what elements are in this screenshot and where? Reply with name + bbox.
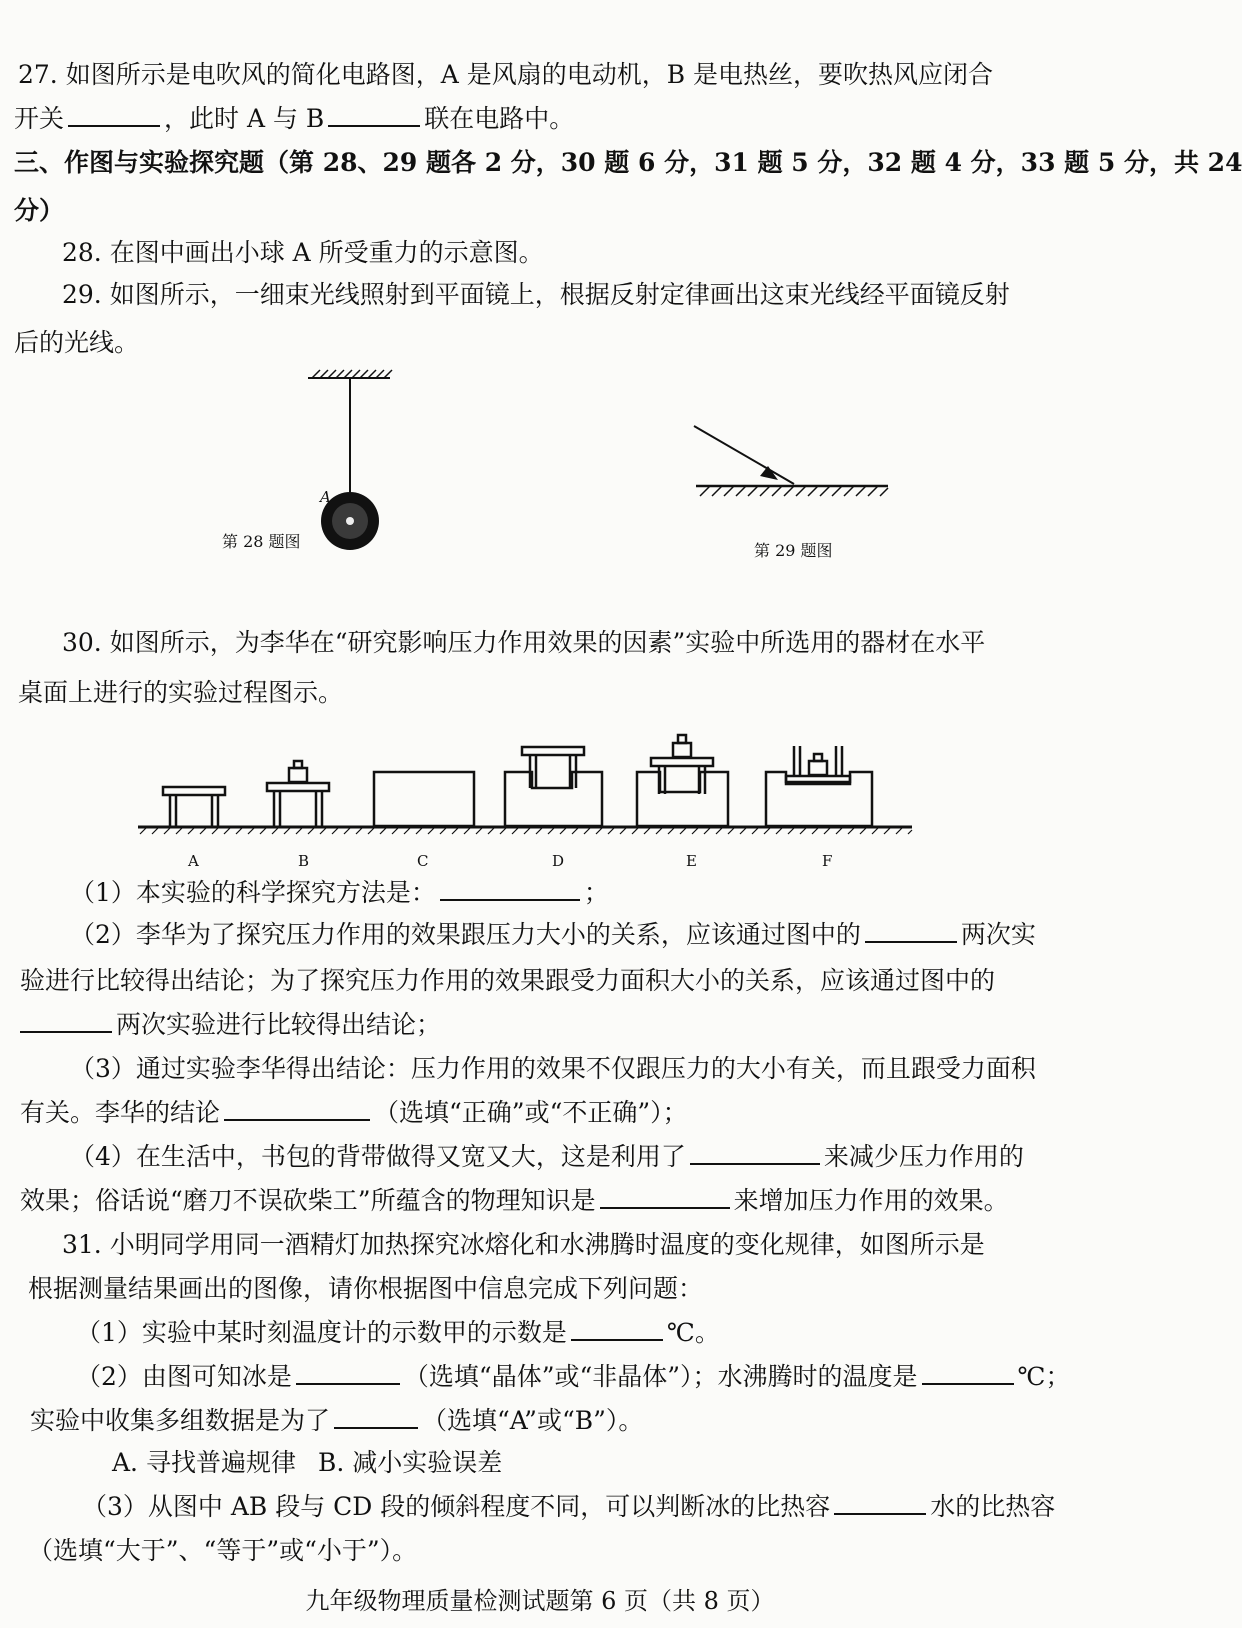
q29-line1: 29. 如图所示，一细束光线照射到平面镜上，根据反射定律画出这束光线经平面镜反射 [62,280,1010,309]
q30-p1-end: ； [583,878,609,907]
q30-p3-a: 有关。李华的结论 [20,1098,221,1127]
q31-line2: 根据测量结果画出的图像，请你根据图中信息完成下列问题： [28,1274,704,1303]
q31-p3 [82,1490,1082,1524]
q27-text2a: 开关 [14,104,65,133]
fig28-caption: 第 28 题图 [222,532,301,551]
fig30-b-table [267,761,329,826]
q31-blank-crystal[interactable] [296,1361,400,1385]
q31-p2-line2 [30,1404,1074,1438]
q30-blank-force[interactable] [865,919,957,943]
q29-line2: 后的光线。 [14,328,140,357]
fig30-label-d: D [552,852,565,870]
q31-options [112,1446,1156,1480]
q30-blank-conclusion[interactable] [224,1097,370,1121]
fig30-label-a: A [188,852,199,870]
q30-blank-knife[interactable] [600,1185,730,1209]
q30-blank-area[interactable] [20,1009,112,1033]
q31-p2 [76,1360,1076,1394]
q31-blank-boiling[interactable] [922,1361,1014,1385]
q31-line1: 31. 小明同学用同一酒精灯加热探究冰熔化和水沸腾时温度的变化规律，如图所示是 [62,1230,985,1259]
q27-text1: 27. 如图所示是电吹风的简化电路图，A 是风扇的电动机，B 是电热丝，要吹热风应闭合 [18,60,994,89]
q30-p1 [70,876,1070,910]
q30-blank-bag[interactable] [690,1141,820,1165]
fig29-incident-ray [694,426,794,484]
page-footer: 九年级物理质量检测试题第 6 页（共 8 页） [305,1587,775,1615]
q30-p1-text: （1）本实验的科学探究方法是： [70,878,436,907]
q31-blank-thermometer[interactable] [571,1317,663,1341]
fig28-drawing [308,370,392,550]
q30-p2 [70,918,1070,952]
section3-text1: 三、作图与实验探究题（第 28、29 题各 2 分，30 题 6 分，31 题 5 分，32 题 4 分，33 题 5 分，共 24 [14,148,1242,177]
q30-line1: 30. 如图所示，为李华在“研究影响压力作用效果的因素”实验中所选用的器材在水平 [62,628,986,657]
fig30-label-b: B [298,852,310,870]
q31-p2-b: （选填“晶体”或“非晶体”）；水沸腾时的温度是 [403,1362,918,1391]
q30-p2-b: 两次实 [960,920,1036,949]
fig30-label-f: F [822,852,833,870]
q31-blank-heat[interactable] [834,1491,926,1515]
q31-p3-b: 水的比热容 [930,1492,1056,1521]
q31-p2-line2-b: （选填“A”或“B”）。 [422,1406,644,1435]
q30-p2-line3-text: 两次实验进行比较得出结论； [116,1010,442,1039]
fig30-drawing [138,735,912,834]
q30-p4-d: 来增加压力作用的效果。 [733,1186,1009,1215]
q30-p3-b: （选填“正确”或“不正确”）； [374,1098,688,1127]
fig30-label-c: C [417,852,429,870]
q30-line2: 桌面上进行的实验过程图示。 [18,678,344,707]
q30-p3-line2 [20,1096,1064,1130]
q27-text2b: ，此时 A 与 B [164,104,325,133]
q30-p4-line2 [20,1184,1064,1218]
q30-blank-method[interactable] [440,877,580,901]
q30-p2-line2: 验进行比较得出结论；为了探究压力作用的效果跟受力面积大小的关系，应该通过图中的 [20,966,996,995]
fig29-caption: 第 29 题图 [754,541,833,560]
q31-option-a: A. 寻找普遍规律 [112,1448,296,1477]
fig28-ball-label: A [320,488,331,506]
q30-p4 [70,1140,1070,1174]
q31-p2-a: （2）由图可知冰是 [76,1362,292,1391]
q27-text2c: 联在电路中。 [424,104,575,133]
q31-option-b: B. 减小实验误差 [317,1448,503,1477]
q30-p4-c: 效果；俗话说“磨刀不误砍柴工”所蕴含的物理知识是 [20,1186,596,1215]
fig30-label-e: E [686,852,697,870]
q31-p3-a: （3）从图中 AB 段与 CD 段的倾斜程度不同，可以判断冰的比热容 [82,1492,831,1521]
fig30-d [505,747,602,826]
fig30-e [637,735,728,826]
fig29-drawing [694,426,888,496]
fig30-f [766,746,872,826]
q31-p1-a: （1）实验中某时刻温度计的示数甲的示数是 [76,1318,567,1347]
q28-text: 28. 在图中画出小球 A 所受重力的示意图。 [62,238,544,267]
fig30-a-table [163,787,225,826]
q30-p4-b: 来减少压力作用的 [823,1142,1024,1171]
fig30-c-sponge [374,772,474,826]
q30-p2-line3 [20,1008,1064,1042]
q30-p4-a: （4）在生活中，书包的背带做得又宽又大，这是利用了 [70,1142,686,1171]
q30-p3: （3）通过实验李华得出结论：压力作用的效果不仅跟压力的大小有关，而且跟受力面积 [70,1054,1036,1083]
q31-p2-line2-a: 实验中收集多组数据是为了 [30,1406,331,1435]
section3-text2: 分） [14,196,65,225]
q31-p1-b: ℃。 [666,1318,720,1347]
q31-blank-purpose[interactable] [334,1405,418,1429]
q31-p1 [76,1316,1076,1350]
q31-p3-line2: （选填“大于”、“等于”或“小于”）。 [28,1536,418,1565]
q30-p2-a: （2）李华为了探究压力作用的效果跟压力大小的关系，应该通过图中的 [70,920,861,949]
q31-p2-c: ℃； [1017,1362,1071,1391]
